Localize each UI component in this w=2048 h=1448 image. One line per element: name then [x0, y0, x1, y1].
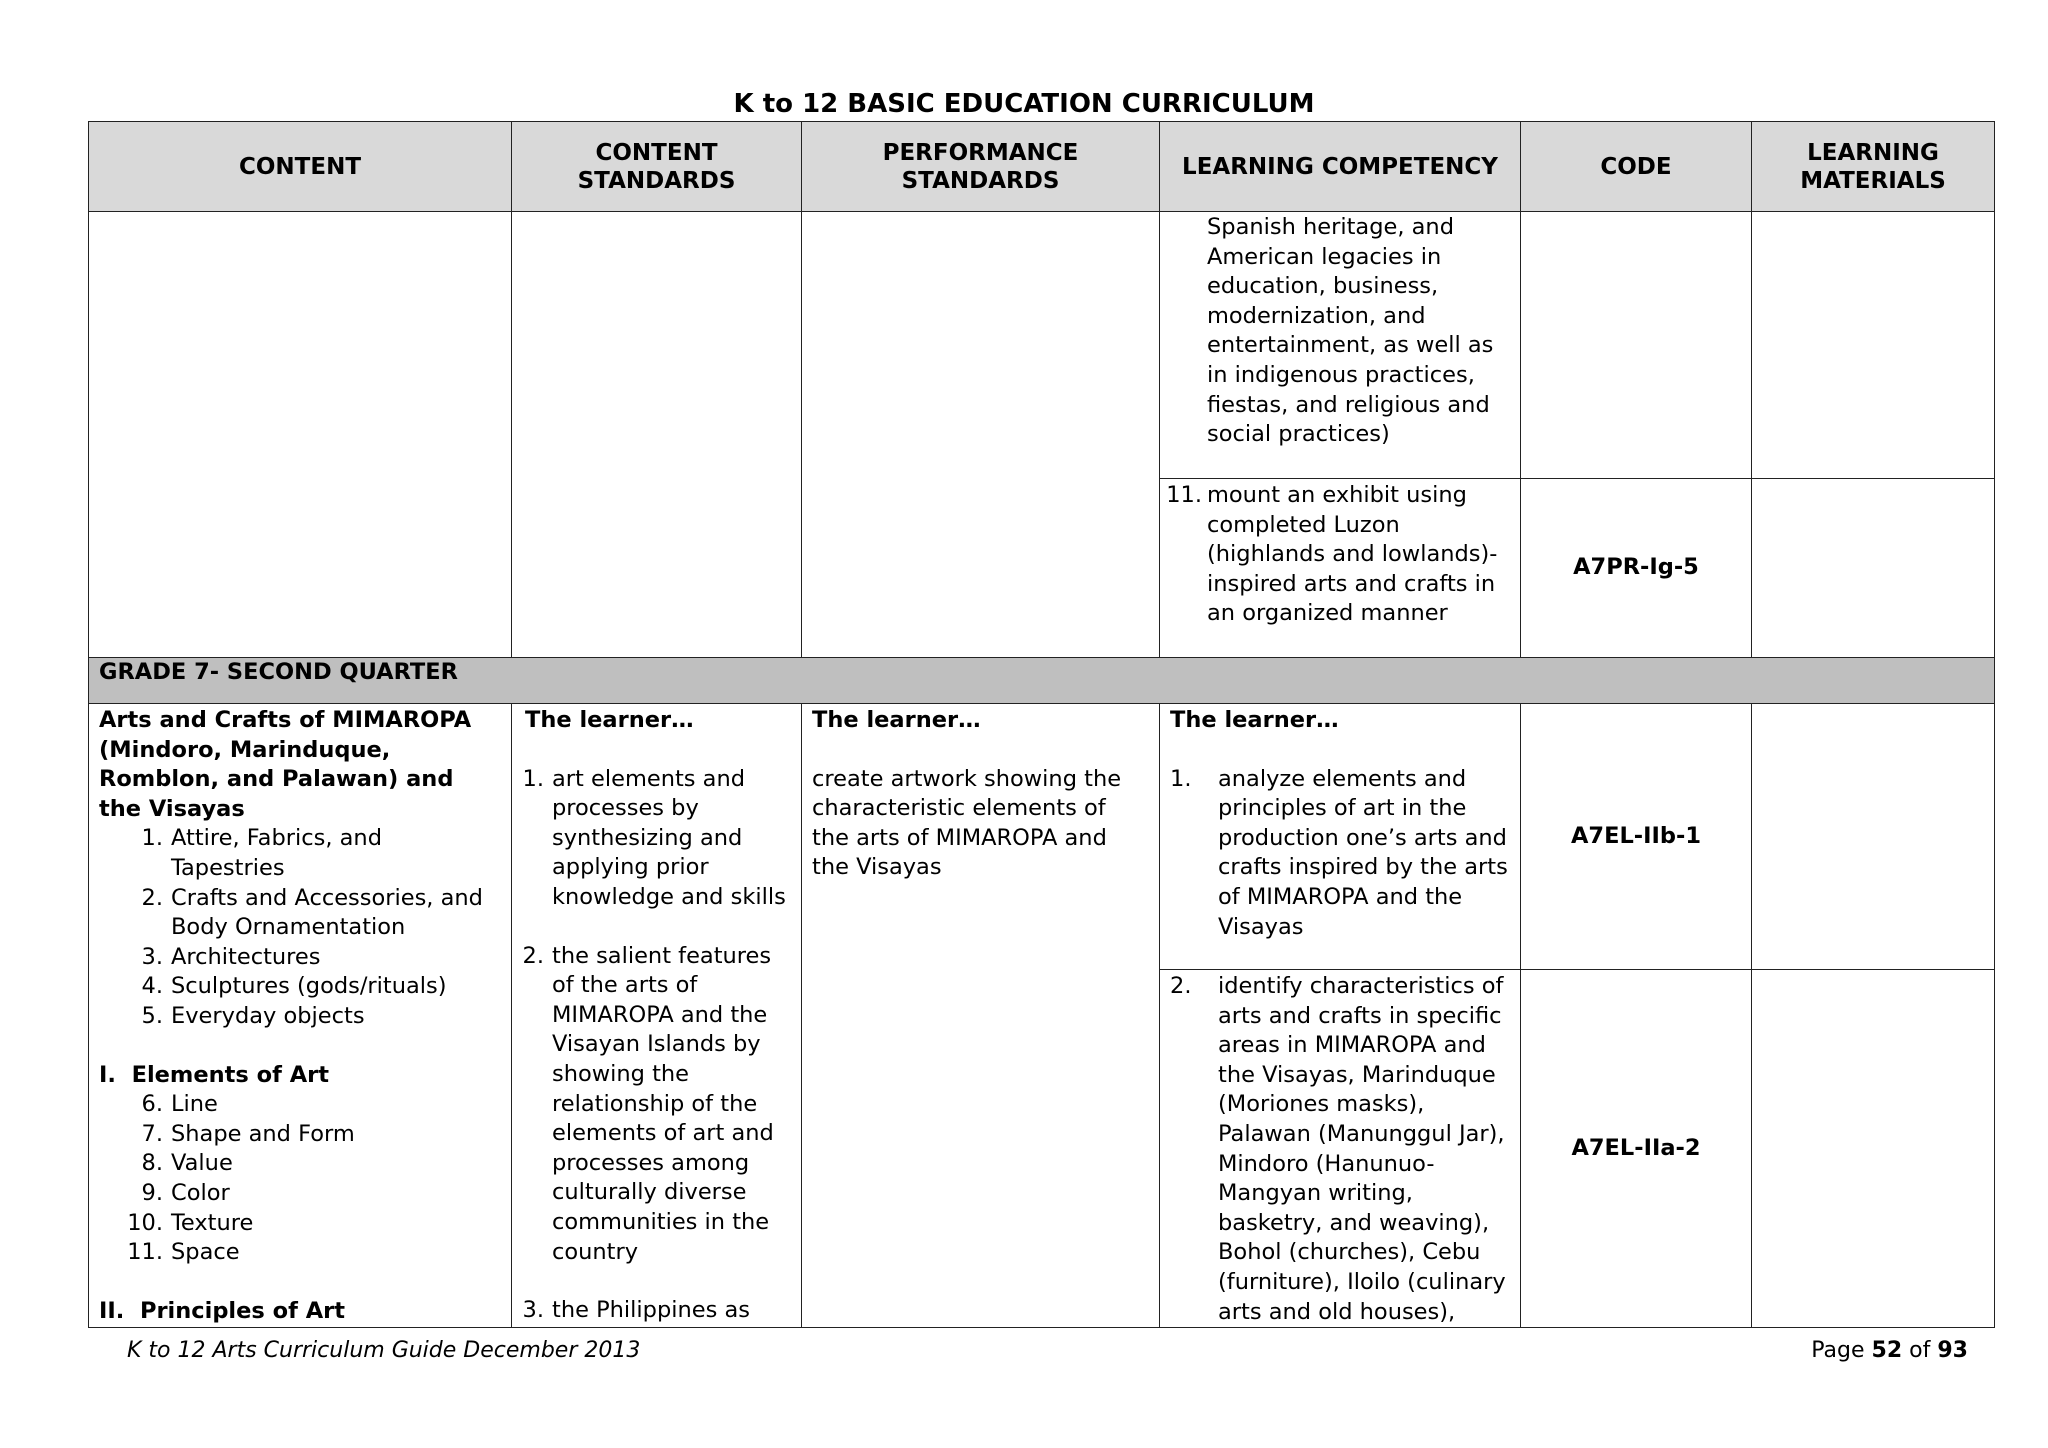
list-item: the Philippines as	[552, 1297, 750, 1324]
content-standards-cell	[512, 212, 802, 658]
list-number: 1.	[522, 765, 544, 792]
list-item: Sculptures (gods/rituals)	[171, 973, 447, 1000]
header-learning-materials: LEARNING MATERIALS	[1752, 122, 1995, 212]
list-item: Attire, Fabrics, and Tapestries	[171, 825, 382, 881]
list-number: 6.	[141, 1091, 163, 1118]
competency-lead: The learner…	[1170, 707, 1339, 733]
section-heading: I. Elements of Art	[99, 1061, 329, 1088]
list-number: 2.	[1170, 973, 1192, 999]
competency-cell	[1160, 212, 1521, 479]
list-item: Crafts and Accessories, and Body Ornamentation	[171, 884, 483, 941]
competency-number: 11.	[1166, 482, 1202, 508]
header-content-standards: CONTENT STANDARDS	[512, 122, 802, 212]
list-number: 3.	[141, 943, 163, 970]
page-prefix: Page	[1811, 1338, 1872, 1363]
list-item: Architectures	[171, 943, 321, 970]
code-cell: A7PR-Ig-5	[1521, 479, 1752, 658]
header-content: CONTENT	[89, 122, 512, 212]
competency-cell	[1160, 970, 1521, 1328]
page-separator: of	[1902, 1338, 1938, 1363]
list-number: 4.	[141, 973, 163, 1000]
code-cell: A7EL-IIa-2	[1521, 970, 1752, 1328]
header-code: CODE	[1521, 122, 1752, 212]
list-item: Line	[171, 1091, 218, 1118]
materials-cell	[1752, 212, 1995, 479]
quarter-row	[89, 658, 1995, 704]
page-current: 52	[1871, 1338, 1903, 1363]
list-number: 9.	[141, 1179, 163, 1206]
table-row	[89, 704, 1995, 970]
list-number: 10.	[127, 1209, 163, 1236]
footer-guide-title: K to 12 Arts Curriculum Guide December 2013	[127, 1338, 641, 1363]
list-item: Space	[171, 1239, 240, 1266]
list-number: 7.	[141, 1120, 163, 1147]
footer-page-number	[1811, 1338, 1968, 1363]
list-item: art elements and processes by synthesizing and applying prior knowledge and skills	[552, 765, 786, 910]
performance-standards-cell	[802, 212, 1160, 658]
list-item: Everyday objects	[171, 1002, 365, 1029]
list-item: Shape and Form	[171, 1120, 355, 1147]
competency-cell	[1160, 704, 1521, 970]
list-number: 8.	[141, 1150, 163, 1177]
competency-text: identify characteristics of arts and crafts in specific areas in MIMAROPA and the Visayas, Marinduque (Moriones masks), Palawan (Manunggul Jar), Mindoro (Hanunuo-Mangyan writing, basketry, and weaving), Bohol (churches), Cebu (furniture), Iloilo (culinary arts and old houses),	[1218, 973, 1506, 1325]
header-row	[89, 122, 1995, 212]
code-cell: A7EL-IIb-1	[1521, 704, 1752, 970]
content-cell	[89, 704, 512, 1328]
list-number: 11.	[127, 1239, 163, 1266]
materials-cell	[1752, 970, 1995, 1328]
performance-standards-cell	[802, 704, 1160, 1328]
quarter-label: GRADE 7- SECOND QUARTER	[89, 658, 1995, 704]
competency-continued-text: Spanish heritage, and American legacies in education, business, modernization, and entertainment, as well as in indigenous practices, fiestas, and religious and social practices)	[1207, 214, 1494, 448]
page-total: 93	[1937, 1338, 1968, 1363]
performance-standards-text: create artwork showing the characteristic elements of the arts of MIMAROPA and the Visayas	[812, 765, 1122, 881]
performance-standards-lead: The learner…	[812, 707, 981, 733]
list-number: 2.	[141, 884, 163, 911]
content-title: Arts and Crafts of MIMAROPA (Mindoro, Marinduque, Romblon, and Palawan) and the Visayas	[99, 707, 472, 822]
list-item: Color	[171, 1179, 230, 1206]
list-number: 1.	[1170, 765, 1192, 792]
document-title: K to 12 BASIC EDUCATION CURRICULUM	[733, 89, 1315, 119]
list-number: 2.	[522, 942, 544, 969]
section-heading: II. Principles of Art	[99, 1297, 345, 1324]
table-row	[89, 212, 1995, 479]
list-item: Texture	[171, 1209, 254, 1236]
materials-cell	[1752, 479, 1995, 658]
list-item: the salient features of the arts of MIMAROPA and the Visayan Islands by showing the relationship of the elements of art and processes among culturally diverse communities in the country	[552, 942, 774, 1265]
materials-cell	[1752, 704, 1995, 970]
header-learning-competency: LEARNING COMPETENCY	[1160, 122, 1521, 212]
list-number: 5.	[141, 1002, 163, 1029]
competency-cell	[1160, 479, 1521, 658]
list-number: 1.	[141, 825, 163, 852]
content-standards-lead: The learner…	[525, 707, 694, 733]
curriculum-table	[88, 121, 1995, 1328]
header-performance-standards: PERFORMANCE STANDARDS	[802, 122, 1160, 212]
competency-text: mount an exhibit using completed Luzon (highlands and lowlands)-inspired arts and crafts in an organized manner	[1207, 482, 1498, 627]
list-item: Value	[171, 1150, 233, 1177]
content-cell	[89, 212, 512, 658]
content-standards-cell	[512, 704, 802, 1328]
code-cell	[1521, 212, 1752, 479]
competency-text: analyze elements and principles of art in the production one’s arts and crafts inspired by the arts of MIMAROPA and the Visayas	[1218, 765, 1508, 940]
list-number: 3.	[522, 1297, 544, 1324]
